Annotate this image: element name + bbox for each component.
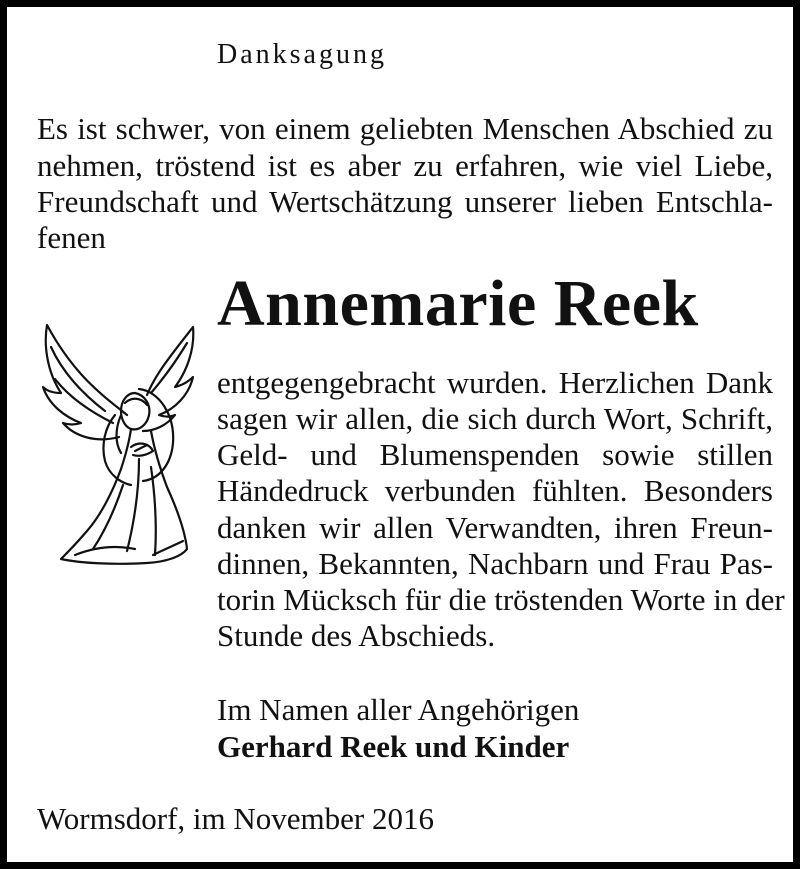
deceased-name: Annemarie Reek [217,267,699,340]
body-line: Stunde des Abschieds. [217,618,496,653]
intro-line: fenen [37,220,106,255]
closing-line: Im Namen aller Angehörigen [217,692,580,727]
place-date-line: Wormsdorf, im November 2016 [37,801,434,836]
angel-icon [35,319,205,581]
signature-line: Gerhard Reek und Kinder [217,729,570,764]
body-line: Geld- und Blumenspenden sowie stillen [217,437,773,472]
body-line: dinnen, Bekannten, Nachbarn und Frau Pas- [217,546,773,581]
body-line: sagen wir allen, die sich durch Wort, Schrift, [217,401,773,436]
body-line: entgegengebracht wurden. Herzlichen Dank [217,365,773,400]
intro-line: nehmen, tröstend ist es aber zu erfahren, wie viel Liebe, [37,148,773,183]
intro-line: Freundschaft und Wertschätzung unserer lieben Entschla- [37,184,773,219]
intro-line: Es ist schwer, von einem geliebten Menschen Abschied zu [37,111,773,146]
notice-heading: Danksagung [217,39,387,70]
body-line: danken wir allen Verwandten, ihren Freun- [217,510,773,545]
body-line: Händedruck verbunden fühlten. Besonders [217,473,773,508]
body-line: torin Mücksch für die tröstenden Worte in der [217,582,785,617]
